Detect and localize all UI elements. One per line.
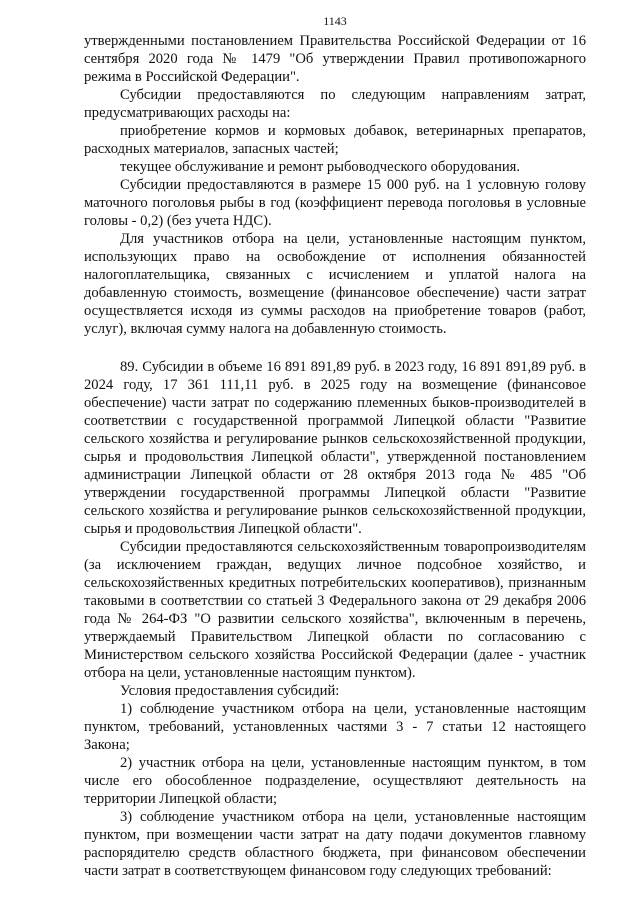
page-number: 1143 [323,14,347,28]
paragraph-condition-3: 3) соблюдение участником отбора на цели, установленные настоящим пунктом, при возмещении части затрат на дату подачи документов главному распорядителю средств областного бюджета, при финансовом обеспечении части затрат в соответствующем финансовом году следующих требований: [84,809,586,879]
paragraph-subsidy-amount: Субсидии предоставляются в размере 15 000 руб. на 1 условную голову маточного поголовья рыбы в год (коэффициент перевода поголовья в условные головы - 0,2) (без учета НДС). [84,177,586,229]
paragraph-feed-purchase: приобретение кормов и кормовых добавок, ветеринарных препаратов, расходных материалов, запасных частей; [84,123,586,157]
paragraph-conditions-heading: Условия предоставления субсидий: [120,683,340,699]
paragraph-maintenance: текущее обслуживание и ремонт рыбоводческого оборудования. [120,159,521,175]
paragraph-condition-2: 2) участник отбора на цели, установленные настоящим пунктом, в том числе его обособленное подразделение, осуществляют деятельность на территории Липецкой области; [84,755,586,807]
paragraph-item-89: 89. Субсидии в объеме 16 891 891,89 руб. в 2023 году, 16 891 891,89 руб. в 2024 году, 17 361 111,11 руб. в 2025 году на возмещение (финансовое обеспечение) части затрат по содержанию племенных быков-производителей в соответствии с государственной программой Липецкой области "Развитие сельского хозяйства и регулирование рынков сельскохозяйственной продукции, сырья и продовольствия Липецкой области", утвержденной постановлением администрации Липецкой области от 28 октября 2013 года № 485 "Об утверждении государственной программы Липецкой области "Развитие сельского хозяйства и регулирование рынков сельскохозяйственной продукции, сырья и продовольствия Липецкой области". [84,359,586,537]
paragraph-continuation: утвержденными постановлением Правительства Российской Федерации от 16 сентября 2020 года № 1479 "Об утверждении Правил противопожарного режима в Российской Федерации". [84,33,586,85]
paragraph-vat-exempt: Для участников отбора на цели, установленные настоящим пунктом, использующих право на освобождение от исполнения обязанностей налогоплательщика, связанных с исчислением и уплатой налога на добавленную стоимость, возмещение (финансовое обеспечение) части затрат осуществляется исходя из суммы расходов на приобретение товаров (работ, услуг), включая сумму налога на добавленную стоимость. [84,231,586,337]
paragraph-recipients: Субсидии предоставляются сельскохозяйственным товаропроизводителям (за исключением граждан, ведущих личное подсобное хозяйство, и сельскохозяйственных кредитных потребительских кооперативов), признанным таковыми в соответствии со статьей 3 Федерального закона от 29 декабря 2006 года № 264-ФЗ "О развитии сельского хозяйства", включенным в перечень, утверждаемый Правительством Липецкой области по согласованию с Министерством сельского хозяйства Российской Федерации (далее - участник отбора на цели, установленные настоящим пунктом). [84,539,586,681]
paragraph-condition-1: 1) соблюдение участником отбора на цели, установленные настоящим пунктом, требований, установленных частями 3 - 7 статьи 12 настоящего Закона; [84,701,586,753]
paragraph-directions: Субсидии предоставляются по следующим направлениям затрат, предусматривающих расходы на: [84,87,586,121]
